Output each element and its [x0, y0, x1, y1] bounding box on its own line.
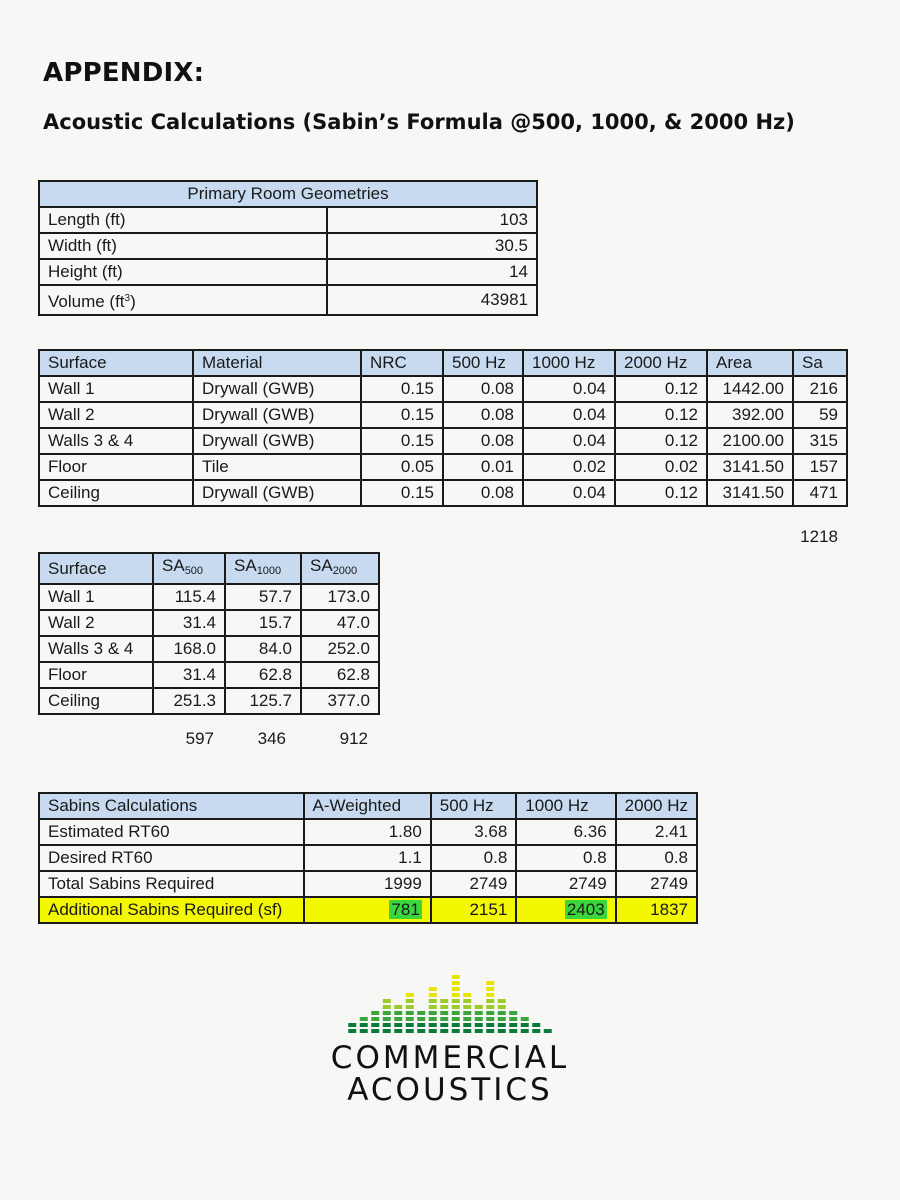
table-row — [39, 871, 697, 897]
equalizer-bar-segment — [383, 1023, 391, 1027]
equalizer-bar-segment — [406, 1017, 414, 1021]
cell: 0.15 — [361, 428, 443, 454]
cell: 0.08 — [443, 428, 523, 454]
equalizer-bar-segment — [440, 1011, 448, 1015]
table-row — [39, 428, 847, 454]
column-header: Surface — [39, 350, 193, 376]
equalizer-bar-segment — [475, 1017, 483, 1021]
equalizer-bar-segment — [486, 1011, 494, 1015]
cell: Desired RT60 — [39, 845, 304, 871]
cell: 2749 — [616, 871, 697, 897]
equalizer-bar-segment — [360, 1023, 368, 1027]
table-row — [39, 454, 847, 480]
equalizer-bar-segment — [486, 1023, 494, 1027]
cell: Drywall (GWB) — [193, 402, 361, 428]
equalizer-bar-segment — [394, 1005, 402, 1009]
equalizer-bar-segment — [440, 1005, 448, 1009]
cell: 0.02 — [523, 454, 615, 480]
cell: 1.80 — [304, 819, 431, 845]
equalizer-bar-segment — [429, 1023, 437, 1027]
cell: 1.1 — [304, 845, 431, 871]
table-row — [39, 285, 537, 315]
equalizer-bar-segment — [498, 1029, 506, 1033]
cell: Estimated RT60 — [39, 819, 304, 845]
equalizer-bar-segment — [475, 1011, 483, 1015]
table-row — [39, 480, 847, 506]
equalizer-bar-segment — [406, 1023, 414, 1027]
cell: 315 — [793, 428, 847, 454]
equalizer-bar-segment — [452, 987, 460, 991]
cell: 0.04 — [523, 428, 615, 454]
column-header: Area — [707, 350, 793, 376]
cell: 0.01 — [443, 454, 523, 480]
geometry-label: Height (ft) — [39, 259, 327, 285]
equalizer-bar-segment — [498, 1017, 506, 1021]
equalizer-bar-segment — [406, 1005, 414, 1009]
equalizer-bar-segment — [406, 1011, 414, 1015]
cell: 6.36 — [516, 819, 615, 845]
cell: 1837 — [616, 897, 697, 923]
sabins-calculation-table — [38, 792, 698, 924]
table-row — [39, 233, 537, 259]
equalizer-bar-segment — [383, 1029, 391, 1033]
equalizer-bar-segment — [486, 987, 494, 991]
table-header-row — [39, 793, 697, 819]
cell: 31.4 — [153, 610, 225, 636]
geometry-value: 14 — [327, 259, 537, 285]
equalizer-bar-segment — [532, 1029, 540, 1033]
equalizer-bar-segment — [463, 1011, 471, 1015]
equalizer-bar-segment — [463, 1005, 471, 1009]
cell: Drywall (GWB) — [193, 428, 361, 454]
equalizer-bar-segment — [509, 1029, 517, 1033]
cell: 31.4 — [153, 662, 225, 688]
equalizer-bar-segment — [452, 1029, 460, 1033]
cell: 0.04 — [523, 376, 615, 402]
table-row — [39, 819, 697, 845]
equalizer-logo-icon — [345, 955, 555, 1033]
equalizer-bar-segment — [475, 1023, 483, 1027]
equalizer-bar-segment — [417, 1017, 425, 1021]
equalizer-bar-segment — [429, 987, 437, 991]
geometry-value: 43981 — [327, 285, 537, 315]
cell: Walls 3 & 4 — [39, 428, 193, 454]
equalizer-bar-segment — [383, 1005, 391, 1009]
equalizer-bar-segment — [429, 993, 437, 997]
volume-label-end: ) — [130, 291, 136, 311]
cell: Ceiling — [39, 688, 153, 714]
equalizer-bar-segment — [452, 975, 460, 979]
equalizer-bar-segment — [394, 1029, 402, 1033]
cell: 0.04 — [523, 480, 615, 506]
equalizer-bar-segment — [371, 1023, 379, 1027]
column-header: 500 Hz — [431, 793, 517, 819]
logo-line-1: COMMERCIAL — [330, 1040, 570, 1076]
cell: 2100.00 — [707, 428, 793, 454]
cell: 0.8 — [431, 845, 517, 871]
geometry-title: Primary Room Geometries — [39, 181, 537, 207]
table-row — [39, 636, 379, 662]
sa-frequency-table — [38, 552, 380, 715]
cell: Tile — [193, 454, 361, 480]
equalizer-bar-segment — [394, 1011, 402, 1015]
cell: 2749 — [431, 871, 517, 897]
cell — [304, 897, 431, 923]
equalizer-bar-segment — [417, 1011, 425, 1015]
equalizer-bar-segment — [509, 1023, 517, 1027]
cell: 62.8 — [225, 662, 301, 688]
equalizer-bar-segment — [486, 981, 494, 985]
column-header: 2000 Hz — [615, 350, 707, 376]
appendix-heading: APPENDIX: — [43, 58, 205, 88]
equalizer-bar-segment — [429, 1005, 437, 1009]
cell: 15.7 — [225, 610, 301, 636]
volume-superscript: 3 — [124, 292, 131, 304]
cell: 0.15 — [361, 402, 443, 428]
column-header: 1000 Hz — [523, 350, 615, 376]
equalizer-bar-segment — [475, 1005, 483, 1009]
column-header: Surface — [39, 553, 153, 584]
highlighted-value: 781 — [391, 900, 420, 919]
equalizer-bar-segment — [475, 1029, 483, 1033]
cell: 115.4 — [153, 584, 225, 610]
equalizer-bar-segment — [509, 1011, 517, 1015]
equalizer-bar-segment — [406, 993, 414, 997]
surface-absorption-table — [38, 349, 848, 507]
table-row — [39, 376, 847, 402]
cell: 157 — [793, 454, 847, 480]
table-row — [39, 845, 697, 871]
cell: Total Sabins Required — [39, 871, 304, 897]
equalizer-bar-segment — [463, 999, 471, 1003]
equalizer-bar-segment — [521, 1023, 529, 1027]
cell: Walls 3 & 4 — [39, 636, 153, 662]
column-header: Sa — [793, 350, 847, 376]
column-header: $SA_{500}$ — [153, 553, 225, 584]
highlighted-value: 2403 — [566, 900, 605, 919]
cell: 62.8 — [301, 662, 379, 688]
cell: 392.00 — [707, 402, 793, 428]
geometry-value: 30.5 — [327, 233, 537, 259]
cell: 0.05 — [361, 454, 443, 480]
cell: 0.12 — [615, 402, 707, 428]
equalizer-bar-segment — [463, 1017, 471, 1021]
sa1000-total: 346 — [257, 729, 286, 748]
column-header: $SA_{1000}$ — [225, 553, 301, 584]
equalizer-bar-segment — [498, 1023, 506, 1027]
logo-line-2: ACOUSTICS — [347, 1072, 553, 1108]
cell: 216 — [793, 376, 847, 402]
equalizer-bar-segment — [394, 1017, 402, 1021]
cell: 47.0 — [301, 610, 379, 636]
equalizer-bar-segment — [452, 1005, 460, 1009]
table-row — [39, 688, 379, 714]
cell: 252.0 — [301, 636, 379, 662]
equalizer-bar-segment — [440, 1017, 448, 1021]
cell: Wall 1 — [39, 584, 153, 610]
table-header-row — [39, 553, 379, 584]
table-row — [39, 402, 847, 428]
equalizer-bar-segment — [429, 1017, 437, 1021]
equalizer-bar-segment — [440, 1029, 448, 1033]
sa2000-total: 912 — [339, 729, 368, 748]
equalizer-bar-segment — [452, 1011, 460, 1015]
cell: 0.02 — [615, 454, 707, 480]
cell — [516, 897, 615, 923]
cell: 1999 — [304, 871, 431, 897]
equalizer-bar-segment — [509, 1017, 517, 1021]
table-row — [39, 662, 379, 688]
column-header: 2000 Hz — [616, 793, 697, 819]
equalizer-bar-segment — [360, 1017, 368, 1021]
equalizer-bar-segment — [463, 1023, 471, 1027]
cell: 173.0 — [301, 584, 379, 610]
equalizer-bar-segment — [394, 1023, 402, 1027]
equalizer-bar-segment — [452, 993, 460, 997]
equalizer-bar-segment — [498, 999, 506, 1003]
equalizer-bar-segment — [371, 1011, 379, 1015]
column-header: $SA_{2000}$ — [301, 553, 379, 584]
column-header: A-Weighted — [304, 793, 431, 819]
equalizer-bar-segment — [371, 1029, 379, 1033]
cell: 0.8 — [616, 845, 697, 871]
equalizer-bar-segment — [417, 1023, 425, 1027]
cell: Wall 2 — [39, 610, 153, 636]
cell: 0.15 — [361, 376, 443, 402]
equalizer-bar-segment — [440, 999, 448, 1003]
equalizer-bar-segment — [360, 1029, 368, 1033]
table-row — [39, 610, 379, 636]
equalizer-bar-segment — [383, 1011, 391, 1015]
table-header-row — [39, 350, 847, 376]
column-header: 500 Hz — [443, 350, 523, 376]
equalizer-bar-segment — [452, 981, 460, 985]
cell: 0.08 — [443, 376, 523, 402]
cell: 2151 — [431, 897, 517, 923]
cell: 377.0 — [301, 688, 379, 714]
equalizer-bar-segment — [348, 1029, 356, 1033]
equalizer-bar-segment — [544, 1029, 552, 1033]
equalizer-bar-segment — [383, 999, 391, 1003]
cell: Ceiling — [39, 480, 193, 506]
calculations-subheading: Acoustic Calculations (Sabin’s Formula @500, 1000, & 2000 Hz) — [43, 110, 795, 134]
highlighted-row — [39, 897, 697, 923]
cell: Additional Sabins Required (sf) — [39, 897, 304, 923]
equalizer-bar-segment — [452, 1023, 460, 1027]
cell: 2749 — [516, 871, 615, 897]
table-row — [39, 207, 537, 233]
equalizer-bar-segment — [521, 1029, 529, 1033]
equalizer-bar-segment — [429, 999, 437, 1003]
cell: 2.41 — [616, 819, 697, 845]
cell: 3141.50 — [707, 480, 793, 506]
geometry-label: Width (ft) — [39, 233, 327, 259]
cell: Wall 2 — [39, 402, 193, 428]
equalizer-bar-segment — [532, 1023, 540, 1027]
geometry-value: 103 — [327, 207, 537, 233]
cell: Drywall (GWB) — [193, 376, 361, 402]
equalizer-bar-segment — [406, 999, 414, 1003]
column-header: NRC — [361, 350, 443, 376]
volume-label: Volume (ft — [48, 291, 125, 311]
equalizer-bar-segment — [498, 1005, 506, 1009]
geometry-label — [39, 285, 327, 315]
cell: 1442.00 — [707, 376, 793, 402]
cell: 0.15 — [361, 480, 443, 506]
equalizer-bar-segment — [521, 1017, 529, 1021]
equalizer-bar-segment — [463, 1029, 471, 1033]
geometry-label: Length (ft) — [39, 207, 327, 233]
equalizer-bar-segment — [417, 1029, 425, 1033]
cell: 0.12 — [615, 376, 707, 402]
cell: Wall 1 — [39, 376, 193, 402]
cell: Floor — [39, 454, 193, 480]
cell: 0.08 — [443, 402, 523, 428]
cell: 3141.50 — [707, 454, 793, 480]
cell: Drywall (GWB) — [193, 480, 361, 506]
cell: 0.12 — [615, 480, 707, 506]
equalizer-bar-segment — [452, 1017, 460, 1021]
equalizer-bar-segment — [371, 1017, 379, 1021]
equalizer-bar-segment — [486, 1017, 494, 1021]
cell: 59 — [793, 402, 847, 428]
cell: 0.12 — [615, 428, 707, 454]
equalizer-bar-segment — [452, 999, 460, 1003]
sa-total: 1218 — [800, 527, 838, 546]
table-row — [39, 259, 537, 285]
cell: Floor — [39, 662, 153, 688]
equalizer-bar-segment — [486, 993, 494, 997]
equalizer-bar-segment — [440, 1023, 448, 1027]
equalizer-bar-segment — [348, 1023, 356, 1027]
equalizer-bar-segment — [429, 1029, 437, 1033]
cell: 168.0 — [153, 636, 225, 662]
cell: 84.0 — [225, 636, 301, 662]
cell: 471 — [793, 480, 847, 506]
cell: 3.68 — [431, 819, 517, 845]
cell: 125.7 — [225, 688, 301, 714]
equalizer-bar-segment — [486, 1005, 494, 1009]
equalizer-bar-segment — [406, 1029, 414, 1033]
cell: 0.8 — [516, 845, 615, 871]
equalizer-bar-segment — [486, 1029, 494, 1033]
equalizer-bar-segment — [498, 1011, 506, 1015]
room-geometry-table — [38, 180, 538, 316]
column-header: Sabins Calculations — [39, 793, 304, 819]
table-row — [39, 584, 379, 610]
column-header: 1000 Hz — [516, 793, 615, 819]
cell: 0.04 — [523, 402, 615, 428]
cell: 251.3 — [153, 688, 225, 714]
equalizer-bar-segment — [429, 1011, 437, 1015]
cell: 57.7 — [225, 584, 301, 610]
equalizer-bar-segment — [383, 1017, 391, 1021]
cell: 0.08 — [443, 480, 523, 506]
equalizer-bar-segment — [463, 993, 471, 997]
equalizer-bar-segment — [486, 999, 494, 1003]
sa500-total: 597 — [185, 729, 214, 748]
column-header: Material — [193, 350, 361, 376]
